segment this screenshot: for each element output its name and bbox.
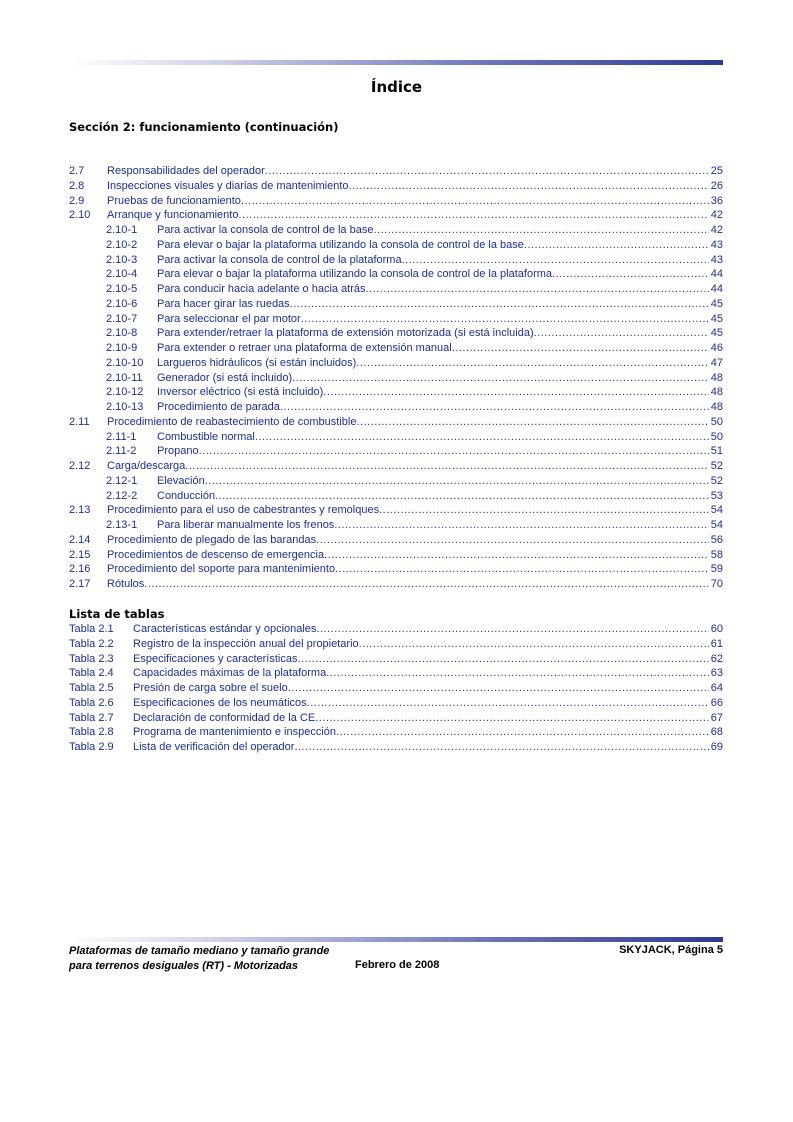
tables-list-heading: Lista de tablas [69, 607, 165, 621]
toc-entry-page: 64 [710, 682, 723, 694]
toc-entry-number: 2.7 [69, 165, 85, 177]
toc-entry-page: 44 [710, 268, 723, 281]
footer-title-line1: Plataformas de tamaño mediano y tamaño grande [69, 945, 330, 957]
toc-entry[interactable] [69, 356, 723, 371]
toc-entry-leader [524, 238, 709, 253]
toc-entry[interactable] [69, 253, 723, 268]
toc-entry-label: Para elevar o bajar la plataforma utilizando la consola de control de la plataforma [157, 268, 553, 281]
toc-entry-leader [255, 430, 709, 445]
toc-entry[interactable] [69, 267, 723, 282]
toc-entry[interactable] [69, 562, 723, 577]
toc-entry-leader [326, 666, 709, 681]
toc-entry-label: Propano [157, 445, 199, 458]
toc-entry-page: 69 [710, 741, 723, 753]
toc-entry[interactable] [69, 622, 723, 637]
toc-entry-page: 42 [710, 224, 723, 236]
toc-entry-page: 46 [710, 342, 723, 354]
toc-entry-number: 2.15 [69, 548, 91, 561]
toc-entry-page: 63 [710, 667, 723, 680]
toc-entry-leader [356, 356, 708, 371]
toc-entry-number: 2.12 [69, 460, 91, 472]
toc-entry-leader [323, 385, 708, 400]
toc-entry[interactable] [69, 681, 723, 696]
toc-entry-page: 60 [710, 623, 723, 635]
toc-entry[interactable] [69, 459, 723, 474]
footer-date: Febrero de 2008 [355, 959, 440, 971]
footer-title-line2: para terrenos desiguales (RT) - Motorizadas [69, 960, 299, 972]
toc-entry[interactable] [69, 164, 723, 179]
toc-entry-label: Inspecciones visuales y diarias de mantenimiento [107, 179, 349, 192]
toc-entry-label: Para hacer girar las ruedas [157, 297, 290, 310]
toc-entry-number: 2.10-9 [106, 342, 138, 354]
toc-entry-number: 2.17 [69, 578, 91, 590]
toc-entry-label: Combustible normal [157, 430, 255, 443]
toc-entry-label: Responsabilidades del operador [107, 165, 265, 177]
toc-entry-label: Para seleccionar el par motor [157, 312, 301, 325]
toc-entry-label: Inversor eléctrico (si está incluido) [157, 386, 324, 399]
toc-entry-leader [336, 725, 709, 740]
toc-entry-number: 2.10-1 [106, 224, 138, 236]
toc-entry-leader [280, 400, 709, 415]
toc-entry-number: 2.10-2 [106, 238, 138, 251]
toc-entry-number: Tabla 2.8 [69, 726, 114, 739]
toc-entry[interactable] [69, 518, 723, 533]
toc-entry-page: 48 [710, 371, 723, 384]
toc-entry-leader [359, 637, 709, 652]
toc-entry-page: 67 [710, 711, 723, 724]
toc-entry-leader [307, 696, 709, 711]
toc-entry-number: 2.10-11 [106, 371, 143, 384]
footer-rule [69, 937, 723, 942]
toc-entry-page: 25 [710, 165, 723, 177]
toc-entry-number: 2.11 [69, 415, 90, 428]
toc-entry[interactable] [69, 238, 723, 253]
toc-entry-label: Conducción [157, 489, 216, 502]
toc-entry-label: Características estándar y opcionales [133, 623, 317, 635]
toc-entry-label: Procedimiento para el uso de cabestrantes y remolques [107, 504, 380, 517]
toc-entry-page: 52 [710, 474, 723, 487]
toc-entry[interactable] [69, 725, 723, 740]
toc-entry[interactable] [69, 223, 723, 238]
toc-entry-label: Arranque y funcionamiento [107, 209, 239, 222]
toc-entry[interactable] [69, 415, 723, 430]
toc-entry[interactable] [69, 400, 723, 415]
toc-entry-label: Rótulos [107, 578, 145, 590]
toc-entry[interactable] [69, 666, 723, 681]
toc-entry-page: 48 [710, 401, 723, 413]
toc-entry-page: 43 [710, 238, 723, 251]
toc-entry-number: 2.10-8 [106, 327, 138, 340]
toc-entry-page: 61 [710, 637, 723, 650]
toc-entry-label: Para activar la consola de control de la plataforma [157, 253, 402, 266]
toc-entry-leader [288, 681, 709, 696]
toc-entry-page: 54 [710, 504, 723, 517]
toc-entry-label: Procedimiento de plegado de las barandas [107, 533, 317, 546]
toc-entry[interactable] [69, 430, 723, 445]
toc-entry-number: 2.11-1 [106, 430, 137, 443]
toc-entry[interactable] [69, 548, 723, 563]
toc-entry-label: Registro de la inspección anual del propietario [133, 637, 359, 650]
toc-entry-leader [265, 164, 709, 179]
toc-entry-page: 68 [710, 726, 723, 739]
toc-entry-number: Tabla 2.9 [69, 741, 114, 753]
toc-entry[interactable] [69, 371, 723, 386]
toc-entry-label: Generador (si está incluido) [157, 371, 293, 384]
toc-entry-page: 56 [710, 533, 723, 546]
toc-entry-leader [324, 548, 709, 563]
section-heading: Sección 2: funcionamiento (continuación) [69, 120, 339, 134]
toc-entry-leader [238, 208, 708, 223]
toc-entry-label: Programa de mantenimiento e inspección [133, 726, 337, 739]
toc-entry[interactable] [69, 282, 723, 297]
toc-entry-leader [316, 622, 708, 637]
toc-entry-label: Pruebas de funcionamiento [107, 194, 241, 207]
toc-entry[interactable] [69, 696, 723, 711]
toc-entry[interactable] [69, 740, 723, 755]
toc-entry-leader [241, 194, 709, 209]
toc-entry[interactable] [69, 208, 723, 223]
toc-entry-label: Para extender o retraer una plataforma de extensión manual [157, 342, 452, 354]
toc-entry-leader [144, 577, 708, 592]
toc-entry[interactable] [69, 312, 723, 327]
toc-entry-page: 66 [710, 696, 723, 709]
toc-entry-page: 54 [710, 519, 723, 531]
toc-entry-label: Para activar la consola de control de la base [157, 224, 374, 236]
toc-entry-number: 2.10-6 [106, 297, 138, 310]
toc-entry-number: 2.10-3 [106, 253, 138, 266]
toc-entry-page: 52 [710, 460, 723, 472]
toc-entry[interactable] [69, 533, 723, 548]
toc-entry-label: Capacidades máximas de la plataforma [133, 667, 327, 680]
toc-entry-page: 26 [710, 179, 723, 192]
toc-entry-label: Elevación [157, 474, 205, 487]
toc-entry[interactable] [69, 474, 723, 489]
toc-entry-number: 2.9 [69, 194, 85, 207]
toc-entry-label: Largueros hidráulicos (si están incluidos) [157, 356, 357, 369]
toc-entry-leader [205, 474, 709, 489]
toc-entry-number: 2.10-10 [106, 356, 144, 369]
toc-entry-label: Especificaciones y características [133, 652, 298, 665]
toc-entry-number: 2.11-2 [106, 445, 137, 458]
toc-entry-label: Para conducir hacia adelante o hacia atrás [157, 283, 366, 295]
toc-entry-leader [379, 503, 709, 518]
toc-entry[interactable] [69, 194, 723, 209]
toc-entry-number: Tabla 2.7 [69, 711, 114, 724]
toc-entry-leader [552, 267, 709, 282]
toc-entry-number: Tabla 2.2 [69, 637, 114, 650]
toc-entry-number: 2.12-1 [106, 474, 138, 487]
toc-entry-label: Para extender/retraer la plataforma de extensión motorizada (si está incluida) [157, 327, 534, 340]
toc-entry-label: Procedimiento de reabastecimiento de combustible [107, 415, 357, 428]
toc-entry-number: 2.10-13 [106, 401, 144, 413]
list-of-tables [69, 622, 723, 755]
toc-entry-leader [315, 711, 709, 726]
toc-entry-leader [373, 223, 708, 238]
toc-entry-number: Tabla 2.6 [69, 696, 114, 709]
table-of-contents [69, 164, 723, 592]
toc-entry-page: 59 [710, 563, 723, 576]
toc-entry-page: 58 [710, 548, 723, 561]
page-title: Índice [370, 78, 423, 96]
toc-entry-number: Tabla 2.1 [69, 623, 114, 635]
toc-entry-page: 70 [710, 578, 723, 590]
toc-entry-number: Tabla 2.4 [69, 667, 114, 680]
toc-entry-label: Lista de verificación del operador [133, 741, 295, 753]
toc-entry-number: 2.13 [69, 504, 91, 517]
toc-entry-label: Carga/descarga [107, 460, 186, 472]
toc-entry[interactable] [69, 179, 723, 194]
toc-entry-leader [301, 312, 709, 327]
toc-entry-label: Procedimiento de parada [157, 401, 280, 413]
toc-entry[interactable] [69, 489, 723, 504]
toc-entry-page: 50 [710, 430, 723, 443]
toc-entry-page: 45 [710, 297, 723, 310]
toc-entry-number: 2.10 [69, 209, 91, 222]
toc-entry[interactable] [69, 637, 723, 652]
toc-entry-page: 53 [710, 489, 723, 502]
toc-entry-leader [297, 652, 708, 667]
toc-entry-page: 44 [710, 283, 723, 295]
toc-entry-page: 42 [710, 209, 723, 222]
toc-entry[interactable] [69, 297, 723, 312]
toc-entry-number: 2.10-12 [106, 386, 144, 399]
toc-entry[interactable] [69, 577, 723, 592]
toc-entry-page: 47 [710, 356, 723, 369]
toc-entry-leader [199, 444, 709, 459]
toc-entry-leader [349, 179, 709, 194]
toc-entry-page: 43 [710, 253, 723, 266]
toc-entry[interactable] [69, 503, 723, 518]
toc-entry-label: Para liberar manualmente los frenos [157, 519, 335, 531]
toc-entry-number: 2.10-4 [106, 268, 138, 281]
toc-entry[interactable] [69, 385, 723, 400]
toc-entry-leader [290, 297, 709, 312]
toc-entry-page: 45 [710, 327, 723, 340]
toc-entry-page: 51 [710, 445, 723, 458]
toc-entry-leader [452, 341, 709, 356]
toc-entry-leader [334, 518, 708, 533]
toc-entry-number: 2.12-2 [106, 489, 138, 502]
toc-entry-leader [185, 459, 708, 474]
toc-entry-number: 2.14 [69, 533, 91, 546]
toc-entry-number: Tabla 2.3 [69, 652, 114, 665]
toc-entry-page: 48 [710, 386, 723, 399]
toc-entry-number: Tabla 2.5 [69, 682, 114, 694]
toc-entry[interactable] [69, 341, 723, 356]
toc-entry[interactable] [69, 711, 723, 726]
toc-entry-number: 2.10-7 [106, 312, 138, 325]
toc-entry[interactable] [69, 326, 723, 341]
toc-entry-label: Procedimiento del soporte para mantenimiento [107, 563, 336, 576]
toc-entry-leader [294, 740, 708, 755]
toc-entry-label: Para elevar o bajar la plataforma utilizando la consola de control de la base [157, 238, 524, 251]
footer-page-number: SKYJACK, Página 5 [619, 944, 723, 956]
toc-entry-leader [335, 562, 709, 577]
toc-entry-number: 2.8 [69, 179, 85, 192]
toc-entry-label: Procedimientos de descenso de emergencia [107, 548, 325, 561]
toc-entry-page: 45 [710, 312, 723, 325]
toc-entry-leader [316, 533, 709, 548]
toc-entry-number: 2.16 [69, 563, 91, 576]
toc-entry-page: 50 [710, 415, 723, 428]
toc-entry-page: 36 [710, 194, 723, 207]
footer-title [69, 944, 329, 974]
toc-entry-leader [402, 253, 709, 268]
toc-entry-number: 2.10-5 [106, 283, 138, 295]
toc-entry-leader [534, 326, 709, 341]
toc-entry-number: 2.13-1 [106, 519, 138, 531]
toc-entry-leader [292, 371, 709, 386]
header-rule [69, 60, 723, 65]
toc-entry[interactable] [69, 444, 723, 459]
toc-entry-leader [366, 282, 709, 297]
toc-entry-label: Declaración de conformidad de la CE [133, 711, 316, 724]
toc-entry-leader [356, 415, 708, 430]
toc-entry[interactable] [69, 652, 723, 667]
toc-entry-page: 62 [710, 652, 723, 665]
toc-entry-label: Presión de carga sobre el suelo [133, 682, 288, 694]
toc-entry-leader [215, 489, 709, 504]
toc-entry-label: Especificaciones de los neumáticos [133, 696, 307, 709]
